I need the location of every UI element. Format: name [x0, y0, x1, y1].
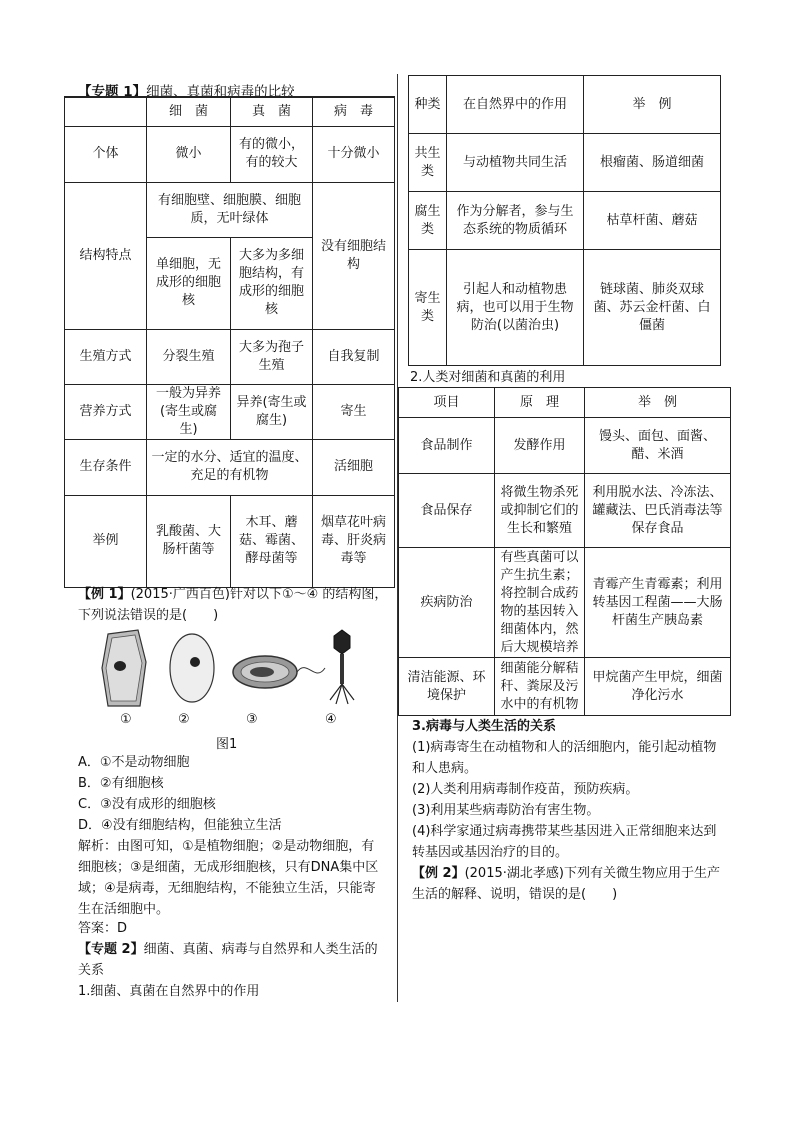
table-row — [409, 134, 721, 192]
table-cell: 寄生 — [313, 384, 395, 439]
table-cell: 青霉产生青霉素；利用转基因工程菌——大肠杆菌生产胰岛素 — [585, 548, 731, 658]
topic1-title: 细菌、真菌和病毒的比较 — [146, 84, 295, 100]
example1-analysis: 解析：由图可知，①是植物细胞；②是动物细胞，有细胞核；③是细菌，无成形细胞核，只有DNA集中区域；④是病毒，无细胞结构，不能独立生活，只能寄生在活细胞中。 — [78, 839, 379, 917]
row-label: 清洁能源、环境保护 — [399, 658, 495, 716]
table-cell: 链球菌、肺炎双球菌、苏云金杆菌、白僵菌 — [584, 250, 721, 366]
table-cell: 作为分解者，参与生态系统的物质循环 — [447, 192, 584, 250]
table-cell: 有的微小，有的较大 — [231, 126, 313, 182]
row-label: 寄生类 — [409, 250, 447, 366]
table-cell: 大多为多细胞结构，有成形的细胞核 — [231, 237, 313, 329]
topic1-prefix: 【专题 1】 — [78, 84, 147, 100]
figure-label-2: ② — [178, 712, 190, 727]
example1-question — [78, 584, 396, 626]
list-item: (1)病毒寄生在动植物和人的活细胞内，能引起动植物和人患病。 — [412, 740, 717, 776]
option-a: A．①不是动物细胞 — [78, 755, 190, 770]
table-row — [399, 418, 731, 474]
section2-heading: 2.人类对细菌和真菌的利用 — [410, 370, 566, 385]
table-row — [65, 329, 395, 384]
table-header: 原 理 — [495, 388, 585, 418]
microbe-use-table — [398, 387, 731, 716]
table-cell: 单细胞，无成形的细胞核 — [147, 237, 231, 329]
option-d: D．④没有细胞结构，但能独立生活 — [78, 818, 282, 833]
table-row — [409, 250, 721, 366]
figure-caption: 图1 — [216, 737, 238, 752]
row-label: 结构特点 — [65, 182, 147, 329]
topic2-prefix: 【专题 2】 — [78, 942, 144, 957]
table-header: 在自然界中的作用 — [447, 76, 584, 134]
row-label: 食品制作 — [399, 418, 495, 474]
table-cell: 乳酸菌、大肠杆菌等 — [147, 495, 231, 587]
table-header: 项目 — [399, 388, 495, 418]
figure-label-4: ④ — [325, 712, 337, 727]
table-cell: 分裂生殖 — [147, 329, 231, 384]
table-header — [65, 97, 147, 126]
example1-text: (2015·广西百色)针对以下①～④ 的结构图，下列说法错误的是( ) — [78, 587, 388, 623]
table-header-row — [65, 97, 395, 126]
table-cell: 枯草杆菌、蘑菇 — [584, 192, 721, 250]
row-label: 食品保存 — [399, 474, 495, 548]
row-label: 营养方式 — [65, 384, 147, 439]
table-cell: 一般为异养(寄生或腐生) — [147, 384, 231, 439]
figure1-image — [100, 628, 360, 708]
table-cell: 十分微小 — [313, 126, 395, 182]
example2-prefix: 【例 2】 — [412, 866, 465, 881]
table-row — [399, 548, 731, 658]
list-item: (4)科学家通过病毒携带某些基因进入正常细胞来达到转基因或基因治疗的目的。 — [412, 824, 717, 860]
table-cell: 一定的水分、适宜的温度、充足的有机物 — [147, 439, 313, 495]
table-header: 举 例 — [585, 388, 731, 418]
row-label: 生存条件 — [65, 439, 147, 495]
microbe-role-table — [408, 75, 721, 366]
table-cell: 有些真菌可以产生抗生素；将控制合成药物的基因转入细菌体内，然后大规模培养 — [495, 548, 585, 658]
table-row — [399, 658, 731, 716]
table-cell: 没有细胞结构 — [313, 182, 395, 329]
table-row — [65, 182, 395, 237]
table-cell: 馒头、面包、面酱、醋、米酒 — [585, 418, 731, 474]
list-item: (2)人类利用病毒制作疫苗，预防疾病。 — [412, 782, 639, 797]
topic2-title: 细菌、真菌、病毒与自然界和人类生活的关系 — [78, 942, 378, 978]
table-cell: 微小 — [147, 126, 231, 182]
list-item: (3)利用某些病毒防治有害生物。 — [412, 803, 600, 818]
table-row — [65, 439, 395, 495]
table-cell: 活细胞 — [313, 439, 395, 495]
animal-cell-icon — [170, 634, 214, 702]
example2-question — [412, 863, 728, 905]
table-header-row — [409, 76, 721, 134]
row-label: 生殖方式 — [65, 329, 147, 384]
table-cell: 烟草花叶病毒、肝炎病毒等 — [313, 495, 395, 587]
section3 — [412, 716, 728, 905]
bacterium-icon — [233, 656, 325, 688]
table-row — [65, 495, 395, 587]
table-cell: 发酵作用 — [495, 418, 585, 474]
option-b: B．②有细胞核 — [78, 776, 164, 791]
plant-cell-icon — [102, 630, 146, 706]
table-header: 细 菌 — [147, 97, 231, 126]
table-cell: 引起人和动植物患病，也可以用于生物防治(以菌治虫) — [447, 250, 584, 366]
example2-text: (2015·湖北孝感)下列有关微生物应用于生产生活的解释、说明，错误的是( ) — [412, 866, 720, 902]
table-header-row — [399, 388, 731, 418]
table-cell: 自我复制 — [313, 329, 395, 384]
comparison-table — [64, 96, 395, 588]
example1-answer: 答案：D — [78, 921, 128, 936]
table-cell: 利用脱水法、冷冻法、罐藏法、巴氏消毒法等保存食品 — [585, 474, 731, 548]
table-header: 举 例 — [584, 76, 721, 134]
table-header: 种类 — [409, 76, 447, 134]
table-cell: 大多为孢子生殖 — [231, 329, 313, 384]
virus-icon — [330, 630, 354, 704]
table-cell: 甲烷菌产生甲烷，细菌净化污水 — [585, 658, 731, 716]
section1-heading: 1.细菌、真菌在自然界中的作用 — [78, 984, 260, 999]
figure-label-3: ③ — [246, 712, 258, 727]
table-cell: 根瘤菌、肠道细菌 — [584, 134, 721, 192]
table-cell: 将微生物杀死或抑制它们的生长和繁殖 — [495, 474, 585, 548]
table-cell: 有细胞壁、细胞膜、细胞质，无叶绿体 — [147, 182, 313, 237]
row-label: 个体 — [65, 126, 147, 182]
table-cell: 与动植物共同生活 — [447, 134, 584, 192]
option-c: C．③没有成形的细胞核 — [78, 797, 216, 812]
row-label: 疾病防治 — [399, 548, 495, 658]
example1-options — [78, 752, 396, 836]
topic2-heading — [78, 939, 388, 981]
table-row — [399, 474, 731, 548]
figure-label-1: ① — [120, 712, 132, 727]
table-cell: 异养(寄生或腐生) — [231, 384, 313, 439]
table-cell: 细菌能分解秸秆、粪尿及污水中的有机物 — [495, 658, 585, 716]
table-cell: 木耳、蘑菇、霉菌、酵母菌等 — [231, 495, 313, 587]
table-row — [65, 384, 395, 439]
table-row — [65, 126, 395, 182]
row-label: 共生类 — [409, 134, 447, 192]
row-label: 举例 — [65, 495, 147, 587]
row-label: 腐生类 — [409, 192, 447, 250]
table-row — [409, 192, 721, 250]
section3-heading: 3.病毒与人类生活的关系 — [412, 719, 556, 734]
table-header: 真 菌 — [231, 97, 313, 126]
example1-prefix: 【例 1】 — [78, 587, 131, 602]
table-header: 病 毒 — [313, 97, 395, 126]
